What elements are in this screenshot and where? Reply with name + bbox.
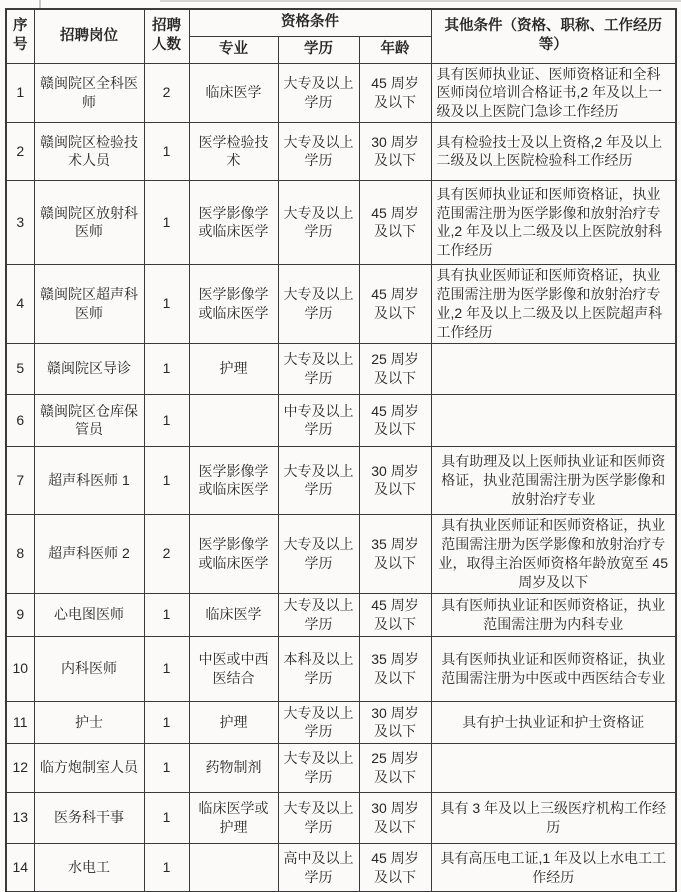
table-row (6, 792, 676, 843)
major-cell: 临床医学 (189, 63, 278, 122)
table-row (6, 180, 676, 264)
other-conditions-cell (431, 743, 676, 792)
count-cell: 2 (144, 63, 189, 122)
post-cell: 护士 (34, 701, 144, 743)
header-row-1 (6, 9, 676, 36)
other-conditions-cell: 具有护士执业证和护士资格证 (431, 701, 676, 743)
education-cell: 大专及以上学历 (278, 446, 359, 514)
count-cell: 1 (144, 394, 189, 446)
age-cell: 35 周岁及以下 (359, 514, 431, 593)
major-cell: 医学影像学或临床医学 (189, 514, 278, 593)
other-conditions-cell: 具有医师执业证、医师资格证和全科医师岗位培训合格证书,2 年及以上一级及以上医院门急诊工作经历 (431, 63, 676, 122)
count-cell: 1 (144, 636, 189, 701)
education-cell: 大专及以上学历 (278, 264, 359, 343)
age-cell: 45 周岁及以下 (359, 593, 431, 636)
education-cell: 大专及以上学历 (278, 743, 359, 792)
seq-cell: 12 (6, 743, 34, 792)
education-cell: 大专及以上学历 (278, 593, 359, 636)
seq-cell: 9 (6, 593, 34, 636)
education-cell: 大专及以上学历 (278, 122, 359, 180)
major-cell: 医学影像学或临床医学 (189, 180, 278, 264)
age-cell: 25 周岁及以下 (359, 343, 431, 394)
education-cell: 大专及以上学历 (278, 180, 359, 264)
education-cell: 大专及以上学历 (278, 792, 359, 843)
seq-cell: 6 (6, 394, 34, 446)
header-seq: 序号 (6, 9, 34, 63)
count-cell: 1 (144, 446, 189, 514)
post-cell: 超声科医师 1 (34, 446, 144, 514)
table-row (6, 743, 676, 792)
major-cell: 护理 (189, 343, 278, 394)
crop-artifact-horizontal (160, 0, 681, 2)
other-conditions-cell: 具有医师执业证和医师资格证，执业范围需注册为中医或中西医结合专业 (431, 636, 676, 701)
seq-cell: 8 (6, 514, 34, 593)
seq-cell: 14 (6, 843, 34, 892)
post-cell: 赣闽院区导诊 (34, 343, 144, 394)
seq-cell: 4 (6, 264, 34, 343)
other-conditions-cell: 具有检验技士及以上资格,2 年及以上二级及以上医院检验科工作经历 (431, 122, 676, 180)
major-cell (189, 394, 278, 446)
major-cell: 医学影像学或临床医学 (189, 446, 278, 514)
count-cell: 1 (144, 743, 189, 792)
post-cell: 医务科干事 (34, 792, 144, 843)
other-conditions-cell: 具有高压电工证,1 年及以上水电工工作经历 (431, 843, 676, 892)
post-cell: 赣闽院区全科医师 (34, 63, 144, 122)
recruitment-table (5, 8, 677, 892)
seq-cell: 5 (6, 343, 34, 394)
education-cell: 大专及以上学历 (278, 63, 359, 122)
age-cell: 30 周岁及以下 (359, 446, 431, 514)
other-conditions-cell: 具有执业医师证和医师资格证，执业范围需注册为医学影像和放射治疗专业,2 年及以上二级及以上医院超声科工作经历 (431, 264, 676, 343)
header-qualification-group: 资格条件 (189, 9, 431, 36)
header-count: 招聘人数 (144, 9, 189, 63)
education-cell: 大专及以上学历 (278, 701, 359, 743)
seq-cell: 13 (6, 792, 34, 843)
education-cell: 大专及以上学历 (278, 343, 359, 394)
table-row (6, 514, 676, 593)
header-other: 其他条件（资格、职称、工作经历等） (431, 9, 676, 63)
seq-cell: 1 (6, 63, 34, 122)
seq-cell: 3 (6, 180, 34, 264)
major-cell: 医学检验技术 (189, 122, 278, 180)
major-cell: 医学影像学或临床医学 (189, 264, 278, 343)
count-cell: 1 (144, 343, 189, 394)
count-cell: 1 (144, 264, 189, 343)
age-cell: 30 周岁及以下 (359, 792, 431, 843)
other-conditions-cell: 具有助理及以上医师执业证和医师资格证，执业范围需注册为医学影像和放射治疗专业 (431, 446, 676, 514)
other-conditions-cell: 具有医师执业证和医师资格证，执业范围需注册为内科专业 (431, 593, 676, 636)
count-cell: 1 (144, 593, 189, 636)
seq-cell: 2 (6, 122, 34, 180)
age-cell: 45 周岁及以下 (359, 63, 431, 122)
major-cell: 护理 (189, 701, 278, 743)
education-cell: 中专及以上学历 (278, 394, 359, 446)
header-post: 招聘岗位 (34, 9, 144, 63)
age-cell: 45 周岁及以下 (359, 264, 431, 343)
post-cell: 心电图医师 (34, 593, 144, 636)
count-cell: 1 (144, 792, 189, 843)
post-cell: 临方炮制室人员 (34, 743, 144, 792)
post-cell: 赣闽院区仓库保管员 (34, 394, 144, 446)
major-cell (189, 843, 278, 892)
count-cell: 1 (144, 701, 189, 743)
header-age: 年龄 (359, 36, 431, 63)
major-cell: 临床医学 (189, 593, 278, 636)
table-row (6, 343, 676, 394)
crop-artifact-vertical (39, 0, 41, 8)
header-major: 专业 (189, 36, 278, 63)
table-row (6, 63, 676, 122)
post-cell: 超声科医师 2 (34, 514, 144, 593)
other-conditions-cell (431, 343, 676, 394)
age-cell: 45 周岁及以下 (359, 180, 431, 264)
major-cell: 药物制剂 (189, 743, 278, 792)
table-row (6, 593, 676, 636)
post-cell: 赣闽院区超声科医师 (34, 264, 144, 343)
education-cell: 本科及以上学历 (278, 636, 359, 701)
table-row (6, 394, 676, 446)
other-conditions-cell: 具有 3 年及以上三级医疗机构工作经历 (431, 792, 676, 843)
age-cell: 25 周岁及以下 (359, 743, 431, 792)
age-cell: 35 周岁及以下 (359, 636, 431, 701)
table-row (6, 636, 676, 701)
count-cell: 1 (144, 843, 189, 892)
header-education: 学历 (278, 36, 359, 63)
post-cell: 赣闽院区检验技术人员 (34, 122, 144, 180)
education-cell: 高中及以上学历 (278, 843, 359, 892)
table-row (6, 264, 676, 343)
table-row (6, 122, 676, 180)
seq-cell: 11 (6, 701, 34, 743)
age-cell: 30 周岁及以下 (359, 122, 431, 180)
other-conditions-cell: 具有医师执业证和医师资格证，执业范围需注册为医学影像和放射治疗专业,2 年及以上二级及以上医院放射科工作经历 (431, 180, 676, 264)
age-cell: 45 周岁及以下 (359, 394, 431, 446)
post-cell: 赣闽院区放射科医师 (34, 180, 144, 264)
count-cell: 2 (144, 514, 189, 593)
seq-cell: 7 (6, 446, 34, 514)
post-cell: 内科医师 (34, 636, 144, 701)
table-row (6, 446, 676, 514)
table-body (6, 63, 676, 892)
education-cell: 大专及以上学历 (278, 514, 359, 593)
other-conditions-cell (431, 394, 676, 446)
table-row (6, 843, 676, 892)
age-cell: 30 周岁及以下 (359, 701, 431, 743)
other-conditions-cell: 具有执业医师证和医师资格证，执业范围需注册为医学影像和放射治疗专业，取得主治医师资格年龄放宽至 45 周岁及以下 (431, 514, 676, 593)
table-row (6, 701, 676, 743)
seq-cell: 10 (6, 636, 34, 701)
table-header (6, 9, 676, 63)
count-cell: 1 (144, 122, 189, 180)
age-cell: 45 周岁及以下 (359, 843, 431, 892)
major-cell: 中医或中西医结合 (189, 636, 278, 701)
post-cell: 水电工 (34, 843, 144, 892)
major-cell: 临床医学或护理 (189, 792, 278, 843)
count-cell: 1 (144, 180, 189, 264)
